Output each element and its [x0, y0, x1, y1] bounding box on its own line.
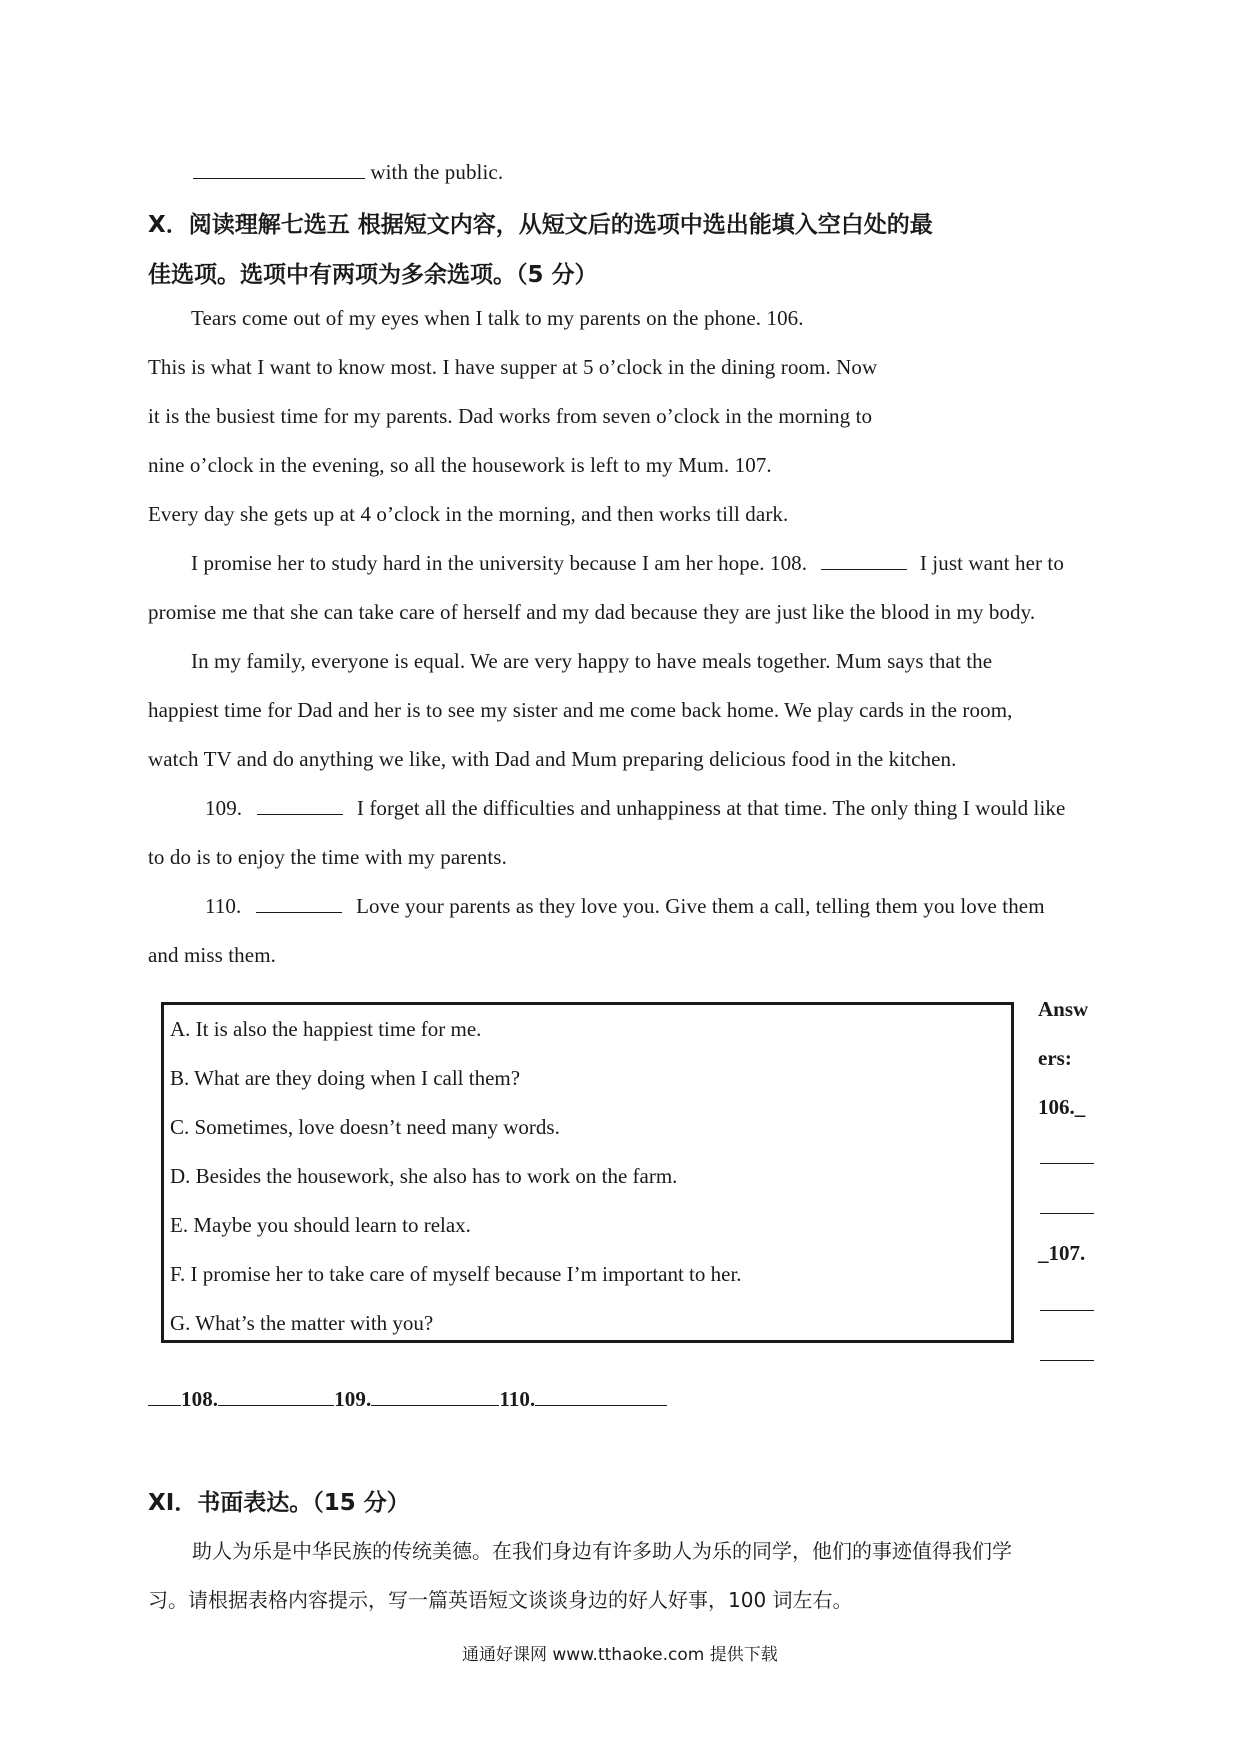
passage-line-11 — [205, 796, 1065, 821]
option-a: A. It is also the happiest time for me. — [170, 1017, 482, 1041]
answer-108-label: 108. — [181, 1387, 219, 1411]
passage-line-11-text: I forget all the difficulties and unhappiness at that time. The only thing I would like — [356, 796, 1066, 820]
passage-line-12: to do is to enjoy the time with my parents. — [148, 845, 507, 869]
section-xi-line-1: 助人为乐是中华民族的传统美德。在我们身边有许多助人为乐的同学，他们的事迹值得我们学 — [192, 1539, 1012, 1563]
passage-line-5: Every day she gets up at 4 o’clock in the morning, and then works till dark. — [148, 502, 789, 526]
passage-line-3: it is the busiest time for my parents. Dad works from seven o’clock in the morning to — [148, 404, 873, 428]
answer-106-line-2[interactable] — [1040, 1213, 1094, 1214]
answer-109-blank[interactable] — [371, 1387, 499, 1406]
section-xi-title: XI．书面表达。（15 分） — [148, 1490, 410, 1516]
passage-line-6-start: I promise her to study hard in the university because I am her hope. 108. — [191, 551, 808, 575]
continuation-text: with the public. — [370, 160, 504, 184]
passage-line-4: nine o’clock in the evening, so all the housework is left to my Mum. 107. — [148, 453, 772, 477]
answer-109-label: 109. — [334, 1387, 372, 1411]
section-x-title-line1: X．阅读理解七选五 根据短文内容，从短文后的选项中选出能填入空白处的最 — [148, 212, 933, 238]
answer-107-label: _107. — [1038, 1241, 1086, 1265]
option-e: E. Maybe you should learn to relax. — [170, 1213, 471, 1237]
answer-107-blank-end[interactable] — [148, 1387, 181, 1406]
passage-line-14: and miss them. — [148, 943, 276, 967]
passage-line-8: In my family, everyone is equal. We are very happy to have meals together. Mum says that the — [191, 649, 993, 673]
answer-110-blank[interactable] — [535, 1387, 667, 1406]
answer-110-label: 110. — [499, 1387, 536, 1411]
question-number-109: 109. — [205, 796, 243, 820]
answers-label-part1: Answ — [1038, 997, 1089, 1021]
answer-blank[interactable] — [193, 160, 365, 179]
answer-108-blank[interactable] — [218, 1387, 334, 1406]
answer-107-line[interactable] — [1040, 1310, 1094, 1311]
passage-line-2: This is what I want to know most. I have supper at 5 o’clock in the dining room. Now — [148, 355, 878, 379]
section-xi-line-2: 习。请根据表格内容提示，写一篇英语短文谈谈身边的好人好事，100 词左右。 — [148, 1588, 853, 1612]
answer-107-line-2[interactable] — [1040, 1360, 1094, 1361]
passage-line-1: Tears come out of my eyes when I talk to my parents on the phone. 106. — [191, 306, 804, 330]
passage-line-6 — [191, 551, 1064, 576]
passage-line-7: promise me that she can take care of herself and my dad because they are just like the blood in my body. — [148, 600, 1036, 624]
passage-line-6-end: I just want her to — [919, 551, 1064, 575]
answer-106-line[interactable] — [1040, 1163, 1094, 1164]
option-d: D. Besides the housework, she also has to work on the farm. — [170, 1164, 678, 1188]
option-b: B. What are they doing when I call them? — [170, 1066, 521, 1090]
passage-line-13 — [205, 894, 1045, 919]
page-footer: 通通好课网 www.tthaoke.com 提供下载 — [462, 1645, 778, 1665]
section-x-title-line2: 佳选项。选项中有两项为多余选项。（5 分） — [148, 262, 598, 288]
continuation-line — [193, 160, 503, 185]
answer-row — [148, 1387, 667, 1412]
answer-106-label: 106._ — [1038, 1095, 1086, 1119]
option-g: G. What’s the matter with you? — [170, 1311, 434, 1335]
passage-line-10: watch TV and do anything we like, with Dad and Mum preparing delicious food in the kitchen. — [148, 747, 957, 771]
answer-blank-108[interactable] — [821, 551, 907, 570]
option-c: C. Sometimes, love doesn’t need many words. — [170, 1115, 560, 1139]
passage-line-9: happiest time for Dad and her is to see my sister and me come back home. We play cards in the room, — [148, 698, 1013, 722]
passage-line-13-text: Love your parents as they love you. Give them a call, telling them you love them — [356, 894, 1045, 918]
answer-blank-110[interactable] — [256, 894, 342, 913]
option-f: F. I promise her to take care of myself because I’m important to her. — [170, 1262, 742, 1286]
answers-label-part2: ers: — [1038, 1046, 1072, 1070]
answer-blank-109[interactable] — [257, 796, 343, 815]
question-number-110: 110. — [205, 894, 242, 918]
